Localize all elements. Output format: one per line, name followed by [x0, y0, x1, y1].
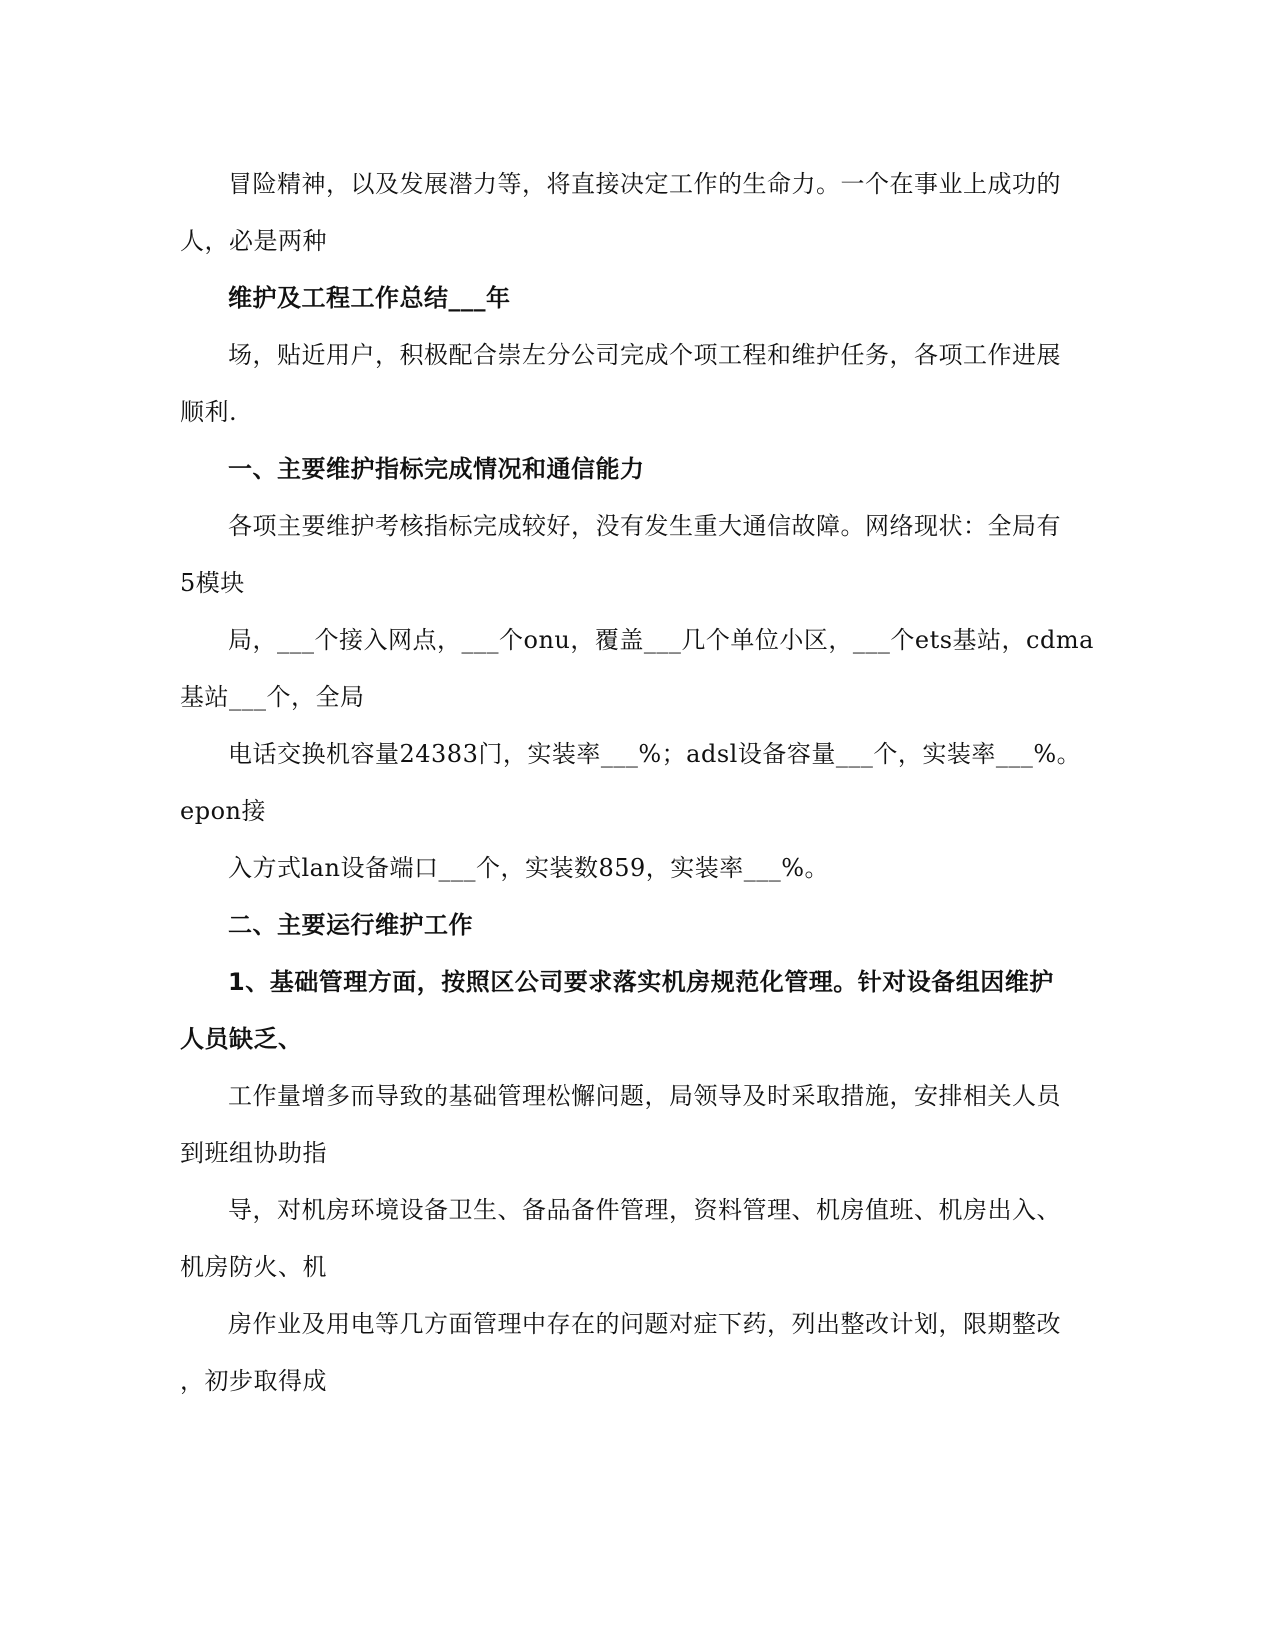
paragraph-line: 导，对机房环境设备卫生、备品备件管理，资料管理、机房值班、机房出入、: [228, 1196, 1061, 1224]
section-heading: 一、主要维护指标完成情况和通信能力: [228, 455, 645, 483]
paragraph-line: 入方式lan设备端口___个，实装数859，实装率___%。: [228, 854, 830, 882]
paragraph-line: 人，必是两种: [180, 227, 327, 255]
paragraph-line: 机房防火、机: [180, 1253, 327, 1281]
paragraph-line: 基站___个，全局: [180, 683, 365, 711]
document-title: 维护及工程工作总结___年: [228, 284, 511, 312]
subsection-heading: 1、基础管理方面，按照区公司要求落实机房规范化管理。针对设备组因维护: [228, 968, 1054, 996]
paragraph-line: 局，___个接入网点，___个onu，覆盖___几个单位小区，___个ets基站，cdma: [228, 626, 1094, 654]
paragraph-line: 冒险精神，以及发展潜力等，将直接决定工作的生命力。一个在事业上成功的: [228, 170, 1061, 198]
paragraph-line: 工作量增多而导致的基础管理松懈问题，局领导及时采取措施，安排相关人员: [228, 1082, 1061, 1110]
paragraph-line: 房作业及用电等几方面管理中存在的问题对症下药，列出整改计划，限期整改: [228, 1310, 1061, 1338]
paragraph-line: ，初步取得成: [180, 1367, 327, 1395]
section-heading: 二、主要运行维护工作: [228, 911, 473, 939]
paragraph-line: 5模块: [180, 569, 245, 597]
paragraph-line: 各项主要维护考核指标完成较好，没有发生重大通信故障。网络现状：全局有: [228, 512, 1061, 540]
paragraph-line: 电话交换机容量24383门，实装率___%；adsl设备容量___个，实装率___%。: [228, 740, 1082, 768]
paragraph-line: epon接: [180, 797, 266, 825]
paragraph-line: 顺利.: [180, 398, 238, 426]
subsection-heading: 人员缺乏、: [180, 1025, 303, 1053]
paragraph-line: 到班组协助指: [180, 1139, 327, 1167]
paragraph-line: 场，贴近用户，积极配合崇左分公司完成个项工程和维护任务，各项工作进展: [228, 341, 1061, 369]
